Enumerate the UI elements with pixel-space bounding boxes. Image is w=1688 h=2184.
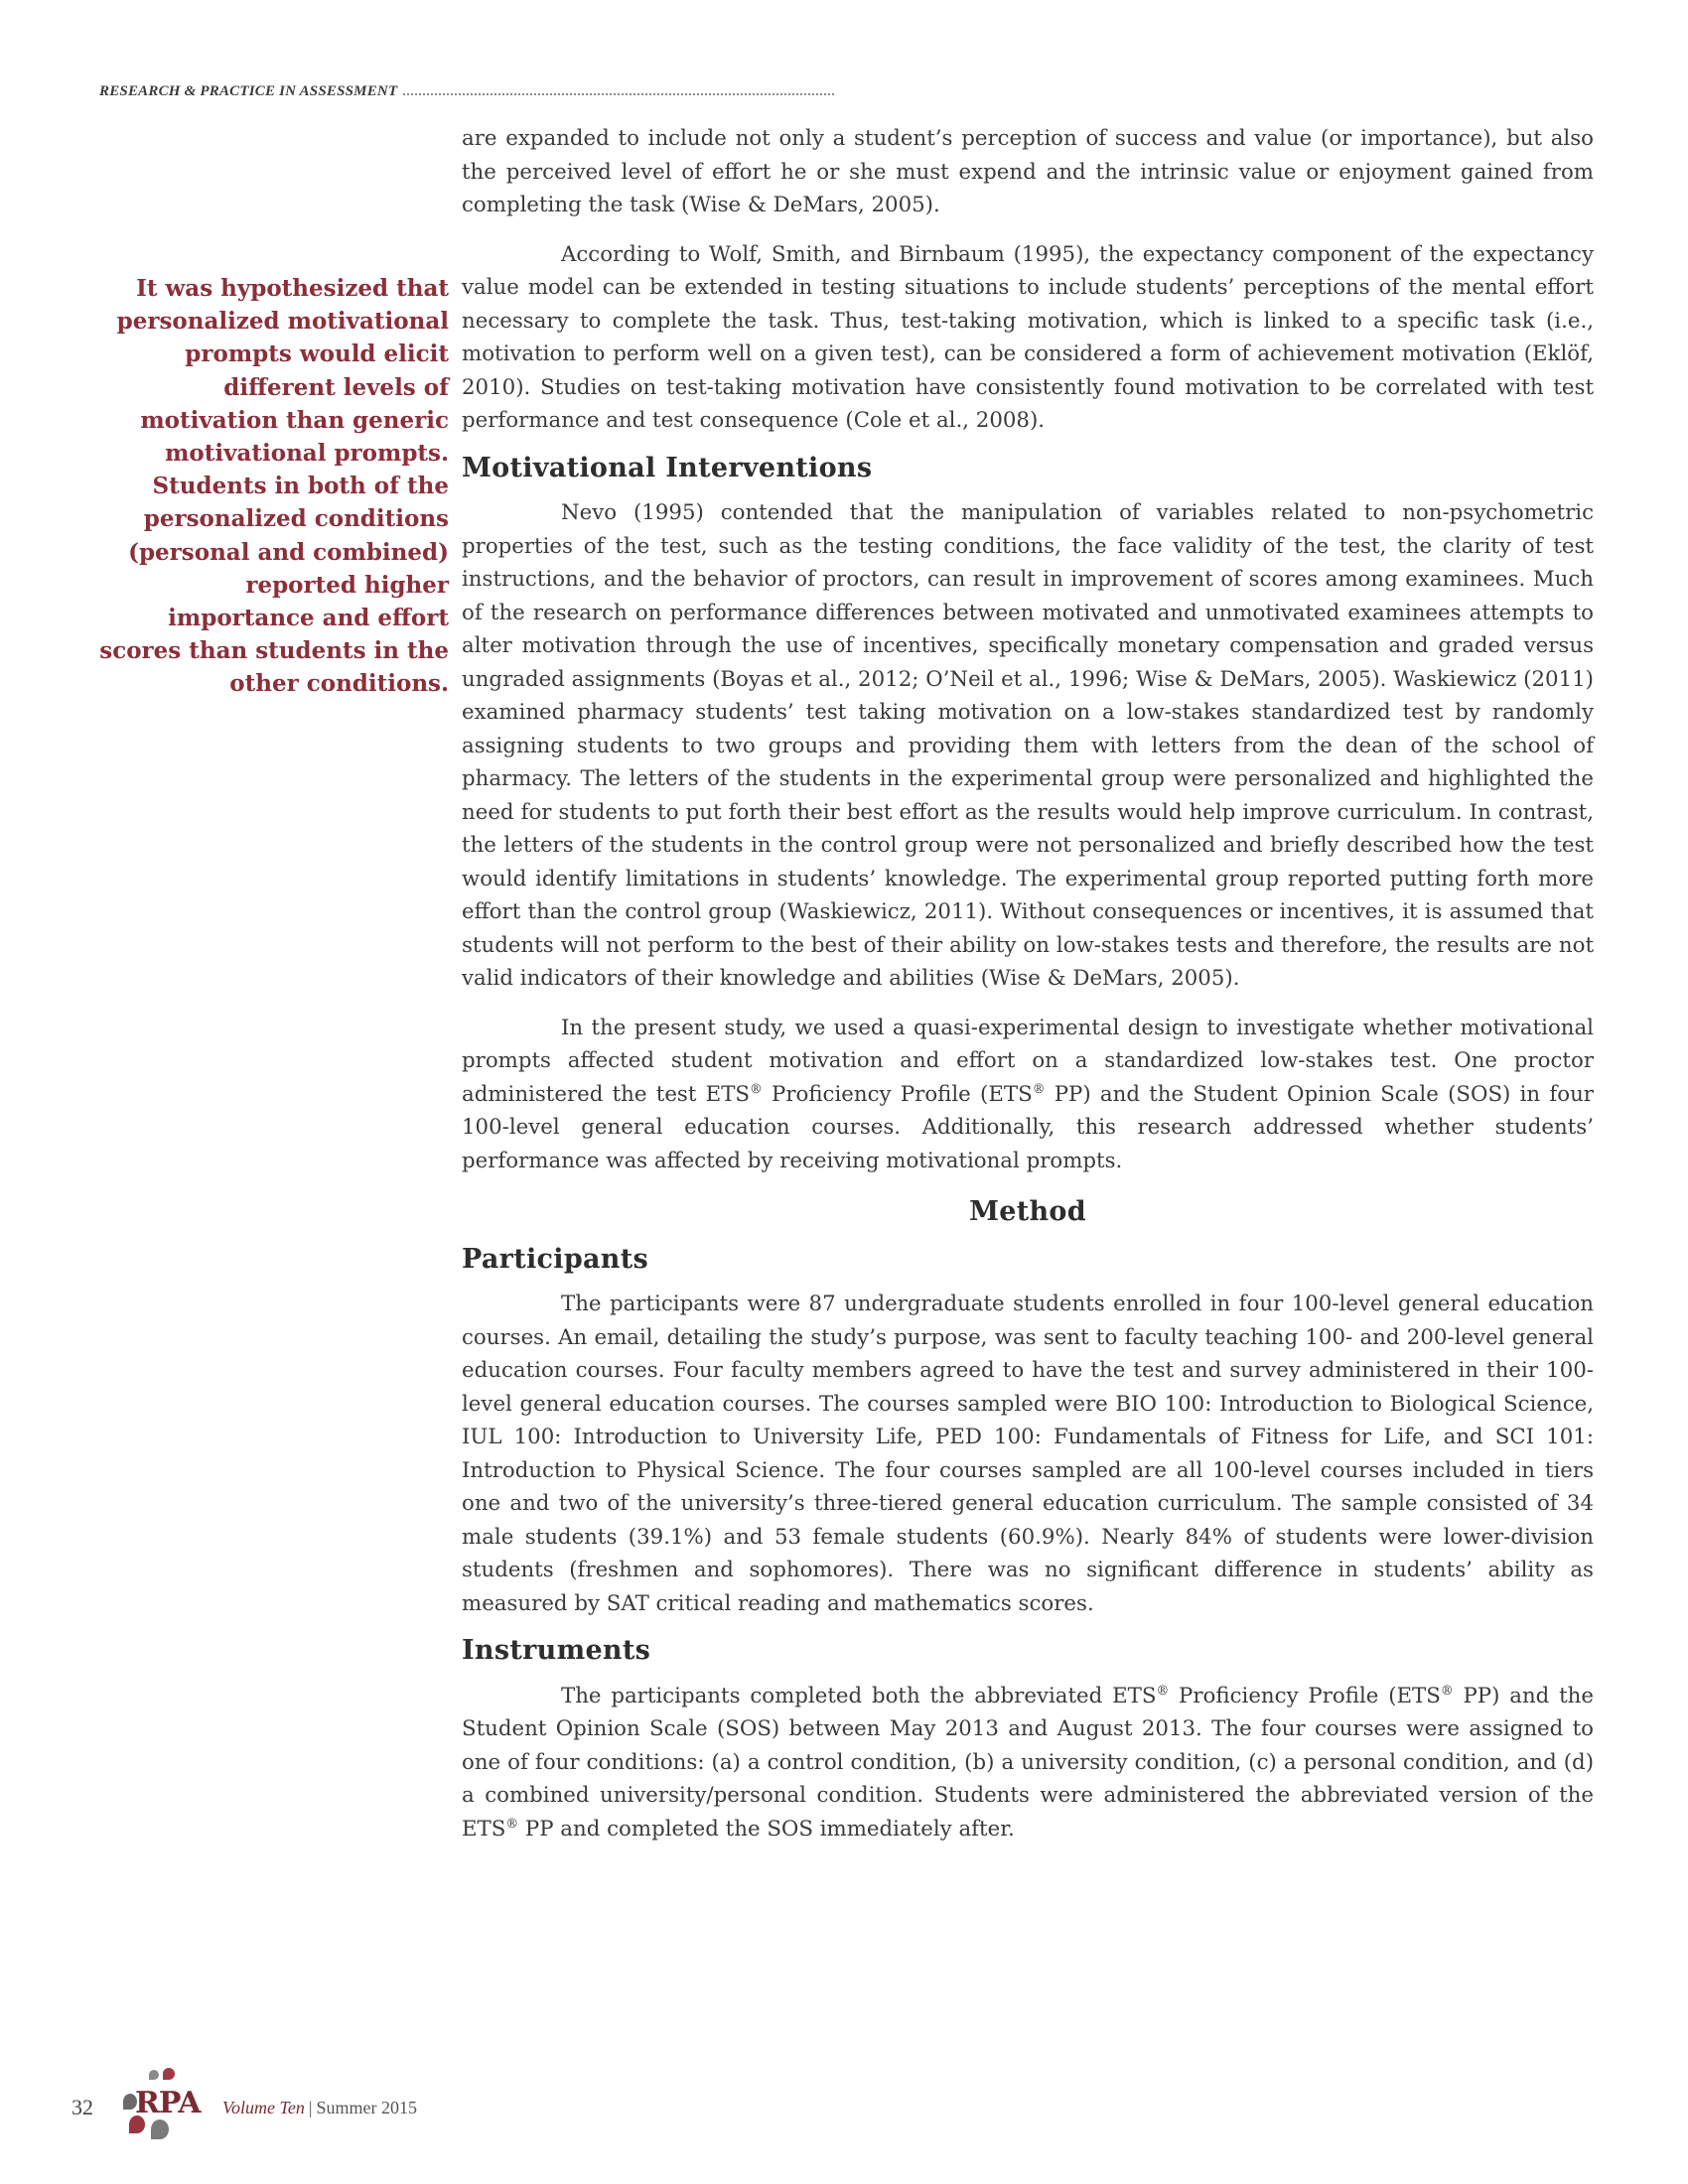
paragraph-nevo: Nevo (1995) contended that the manipulation of variables related to non-psychometric properties of the test, such as the testing conditions, the face validity of the test, the clarity of test instructions, and the behavior of proctors, can result in improvement of scores among examinees. Much of the research on performance differences between motivated and unmotivated examinees attempts to alter motivation through the use of incentives, specifically monetary compensation and graded versus ungraded assignments (Boyas et al., 2012; O’Neil et al., 1996; Wise & DeMars, 2005). Waskiewicz (2011) examined pharmacy students’ test taking motivation on a low-stakes standardized test by randomly assigning students to two groups and providing them with letters from the dean of the school of pharmacy. The letters of the students in the experimental group were personalized and highlighted the need for students to put forth their best effort as the results would help improve curriculum. In contrast, the letters of the students in the control group were not personalized and briefly described how the test would identify limitations in students’ knowledge. The experimental group reported putting forth more effort than the control group (Waskiewicz, 2011). Without consequences or incentives, it is assumed that students will not perform to the best of their ability on low-stakes tests and therefore, the results are not valid indicators of their knowledge and abilities (Wise & DeMars, 2005). bbox=[462, 500, 1594, 991]
page-footer bbox=[71, 2068, 469, 2147]
dotted-rule bbox=[403, 93, 834, 95]
season: Summer 2015 bbox=[316, 2097, 417, 2117]
separator: | bbox=[308, 2097, 313, 2117]
issue-info bbox=[222, 2098, 417, 2118]
heading-instruments: Instruments bbox=[462, 1635, 651, 1666]
journal-title: RESEARCH & PRACTICE IN ASSESSMENT bbox=[99, 83, 398, 99]
main-column bbox=[462, 122, 1594, 1845]
running-head bbox=[99, 83, 834, 100]
heading-method: Method bbox=[969, 1196, 1086, 1227]
heading-motivational-interventions: Motivational Interventions bbox=[462, 452, 873, 483]
paragraph-expectancy: According to Wolf, Smith, and Birnbaum (1995), the expectancy component of the expectancy value model can be extended in testing situations to include students’ perceptions of the mental effort necessary to complete the task. Thus, test-taking motivation, which is linked to a specific task (i.e., motivation to perform well on a given test), can be considered a form of achievement motivation (Eklöf, 2010). Studies on test-taking motivation have consistently found motivation to be correlated with test performance and test consequence (Cole et al., 2008). bbox=[462, 241, 1594, 433]
pull-quote: It was hypothesized that personalized motivational prompts would elicit different levels of motivation than generic motivational prompts. Students in both of the personalized conditions (personal and combined) reported higher importance and effort scores than students in the other conditions. bbox=[99, 275, 449, 698]
paragraph-present-study: In the present study, we used a quasi-experimental design to investigate whether motivational prompts affected student motivation and effort on a standardized low-stakes test. One proctor administered the test ETS® Proficiency Profile (ETS® PP) and the Student Opinion Scale (SOS) in four 100-level general education courses. Additionally, this research addressed whether students’ performance was affected by receiving motivational prompts. bbox=[462, 1015, 1594, 1173]
volume: Volume Ten bbox=[222, 2097, 305, 2117]
paragraph-participants: The participants were 87 undergraduate students enrolled in four 100-level general education courses. An email, detailing the study’s purpose, was sent to faculty teaching 100- and 200-level general education courses. Four faculty members agreed to have the test and survey administered in their 100-level general education courses. The courses sampled were BIO 100: Introduction to Biological Science, IUL 100: Introduction to University Life, PED 100: Fundamentals of Fitness for Life, and SCI 101: Introduction to Physical Science. The four courses sampled are all 100-level courses included in tiers one and two of the university’s three-tiered general education curriculum. The sample consisted of 34 male students (39.1%) and 53 female students (60.9%). Nearly 84% of students were lower-division students (freshmen and sophomores). There was no significant difference in students’ ability as measured by SAT critical reading and mathematics scores. bbox=[462, 1292, 1594, 1616]
paragraph-continued: are expanded to include not only a student’s perception of success and value (or importance), but also the perceived level of effort he or she must expend and the intrinsic value or enjoyment gained from completing the task (Wise & DeMars, 2005). bbox=[462, 126, 1594, 217]
rpa-logo bbox=[117, 2068, 216, 2147]
logo-text: RPA bbox=[135, 2086, 201, 2120]
heading-participants: Participants bbox=[462, 1243, 648, 1275]
paragraph-instruments: The participants completed both the abbreviated ETS® Proficiency Profile (ETS® PP) and the Student Opinion Scale (SOS) between May 2013 and August 2013. The four courses were assigned to one of four conditions: (a) a control condition, (b) a university condition, (c) a personal condition, and (d) a combined university/personal condition. Students were administered the abbreviated version of the ETS® PP and completed the SOS immediately after. bbox=[462, 1683, 1594, 1842]
page-number: 32 bbox=[71, 2095, 93, 2119]
